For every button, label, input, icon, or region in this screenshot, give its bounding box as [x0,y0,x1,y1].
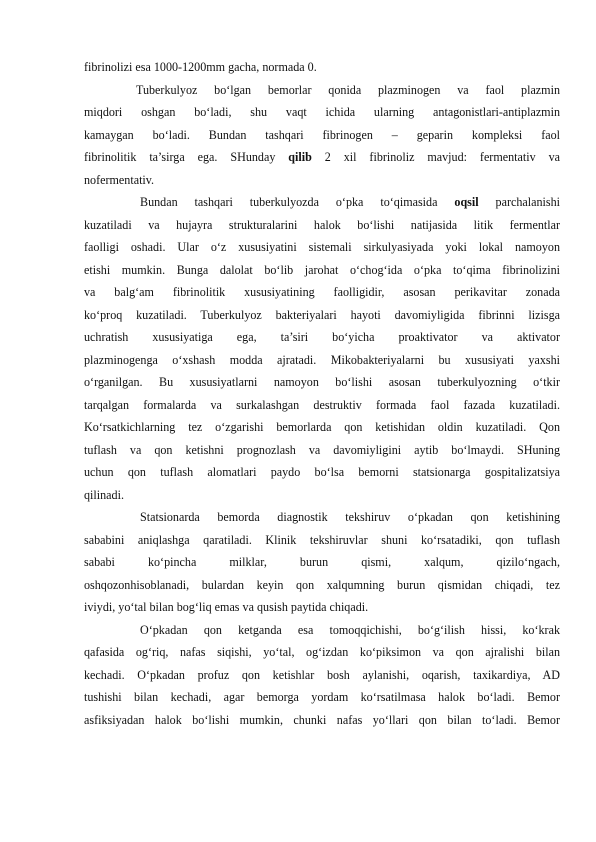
text-line: qafasida og‘riq, nafas siqishi, yo‘tal, og‘izdan ko‘piksimon va qon ajralishi bilan [84,645,560,659]
text-line: Bundan tashqari tuberkulyozda o‘pka to‘qimasida oqsil parchalanishi [140,195,560,209]
text-line: sababini aniqlashga qaratiladi. Klinik tekshiruvlar shuni ko‘rsatadiki, qon tuflash [84,532,560,547]
text-line: Statsionarda bemorda diagnostik tekshiruv o‘pkadan qon ketishining [140,510,560,524]
text-line: plazminogenga o‘xshash modda ajratadi. Mikobakteriyalarni bu xususiyati yaxshi [84,352,560,367]
text-line: Ko‘rsatkichlarning tez o‘zgarishi bemorlarda qon ketishidan oldin kuzatiladi. Qon [84,420,560,434]
text-line: etishi mumkin. Bunga dalolat bo‘lib jarohat o‘chog‘ida o‘pka to‘qima fibrinolizini [84,262,560,277]
text-line: qilinadi. [84,487,124,502]
text-line: nofermentativ. [84,172,155,187]
text-line: oshqozonhisoblanadi, bulardan keyin qon xalqumning burun qismidan chiqadi, tez [84,577,560,592]
text-line: kechadi. O‘pkadan profuz qon ketishlar bosh aylanishi, oqarish, taxikardiya, AD [84,667,560,682]
text-line: kuzatiladi va hujayra strukturalarini halok bo‘lishi natijasida litik fermentlar [84,217,560,232]
text-line: asfiksiyadan halok bo‘lishi mumkin, chunki nafas yo‘llari qon bilan to‘ladi. Bemor [84,712,560,727]
text-line: uchun qon tuflash alomatlari paydo bo‘lsa bemorni statsionarga gospitalizatsiya [84,465,560,479]
text-line: fibrinolizi esa 1000-1200mm gacha, normada 0. [84,60,317,74]
text-line: kamaygan bo‘ladi. Bundan tashqari fibrinogen – geparin kompleksi faol [84,127,560,142]
text-line: uchratish xususiyatiga ega, ta’siri bo‘yicha proaktivator va aktivator [84,330,560,344]
text-line: iviydi, yo‘tal bilan bog‘liq emas va qusish paytida chiqadi. [84,600,369,614]
text-line: miqdori oshgan bo‘ladi, shu vaqt ichida ularning antagonistlari-antiplazmin [84,105,560,119]
text-line: ko‘proq kuzatiladi. Tuberkulyoz bakteriyalari hayoti davomiyligida fibrinni lizisga [84,307,560,322]
text-line: o‘rganilgan. Bu xususiyatlarni namoyon bo‘lishi asosan tuberkulyozning o‘tkir [84,375,560,389]
text-line: Tuberkulyoz bo‘lgan bemorlar qonida plazminogen va faol plazmin [136,82,560,97]
text-line: faolligi oshadi. Ular o‘z xususiyatini sistemali sirkulyasiyada yoki lokal namoyon [84,240,560,254]
text-line: tushishi bilan kechadi, agar bemorga yordam ko‘rsatilmasa halok bo‘ladi. Bemor [84,690,560,704]
text-line: va balg‘am fibrinolitik xususiyatining faolligidir, asosan perikavitar zonada [84,285,560,299]
bold-word: oqsil [454,195,479,209]
bold-word: qilib [288,150,312,164]
text-line: sababi ko‘pincha milklar, burun qismi, xalqum, qizilo‘ngach, [84,555,560,569]
text-line: tuflash va qon ketishni prognozlash va davomiyligini aytib bo‘lmaydi. SHuning [84,442,560,457]
text-line: fibrinolitik ta’sirga ega. SHunday qilib 2 xil fibrinoliz mavjud: fermentativ va [84,150,560,164]
text-line: O‘pkadan qon ketganda esa tomoqqichishi, bo‘g‘ilish hissi, ko‘krak [140,622,560,637]
text-line: tarqalgan formalarda va surkalashgan destruktiv formada faol fazada kuzatiladi. [84,397,560,412]
